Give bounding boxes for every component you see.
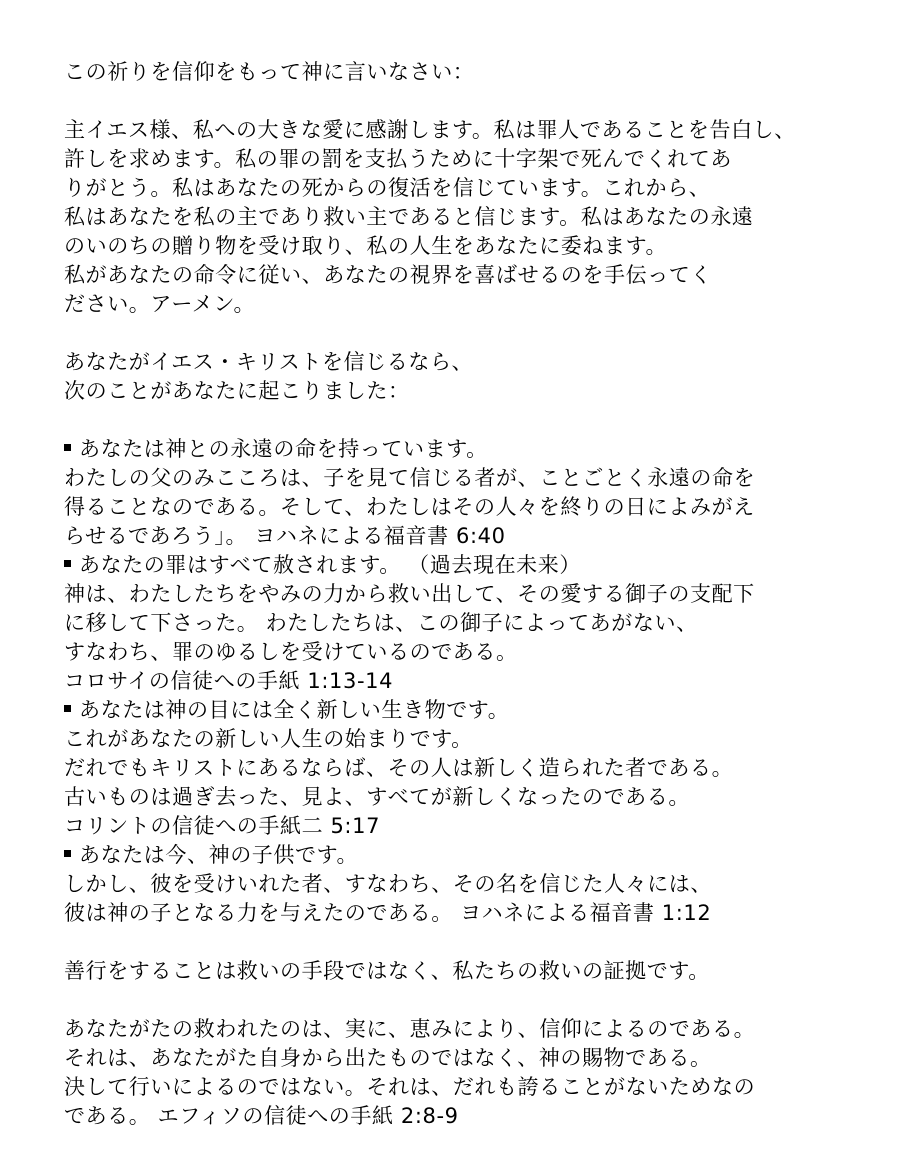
point-heading-text: あなたは神との永遠の命を持っています。 xyxy=(79,437,488,461)
point-block xyxy=(64,551,894,696)
scripture-line: 神は、わたしたちをやみの力から救い出して、その愛する御子の支配下 xyxy=(64,582,755,606)
scripture-reference: コリントの信徒への手紙二 5:17 xyxy=(64,814,381,838)
point-heading xyxy=(64,435,894,464)
bullet-icon xyxy=(64,560,71,567)
scripture-line: しかし、彼を受けいれた者、すなわち、その名を信じた人々には、 xyxy=(64,872,712,896)
point-heading-text: あなたの罪はすべて赦されます。 （過去現在未来） xyxy=(79,553,581,577)
scripture-line: 彼は神の子となる力を与えたのである。 ヨハネによる福音書 1:12 xyxy=(64,901,712,925)
spacer xyxy=(64,319,894,348)
prayer-line: りがとう。私はあなたの死からの復活を信じています。これから、 xyxy=(64,176,711,200)
scripture-reference: コロサイの信徒への手紙 1:13-14 xyxy=(64,669,394,693)
point-heading xyxy=(64,551,894,580)
spacer xyxy=(64,87,894,116)
bullet-icon xyxy=(64,444,71,451)
scripture-line: これがあなたの新しい人生の始まりです。 xyxy=(64,727,473,751)
closing-line: 決して行いによるのではない。それは、だれも誇ることがないためなの xyxy=(64,1075,756,1099)
bullet-icon xyxy=(64,705,71,712)
point-block xyxy=(64,841,894,928)
point-heading-text: あなたは神の目には全く新しい生き物です。 xyxy=(79,698,510,722)
prayer-line: 私があなたの命令に従い、あなたの視界を喜ばせるのを手伝ってく xyxy=(64,263,712,287)
scripture-line: 得ることなのである。そして、わたしはその人々を終りの日によみがえ xyxy=(64,495,755,519)
closing-line: である。 エフィソの信徒への手紙 2:8-9 xyxy=(64,1104,459,1128)
prayer-line: のいのちの贈り物を受け取り、私の人生をあなたに委ねます。 xyxy=(64,234,668,258)
prayer-line: 主イエス様、私への大きな愛に感謝します。私は罪人であることを告白し、 xyxy=(64,118,796,142)
point-heading xyxy=(64,696,894,725)
scripture-line: すなわち、罪のゆるしを受けているのである。 xyxy=(64,640,518,664)
closing-line: それは、あなたがた自身から出たものではなく、神の賜物である。 xyxy=(64,1046,712,1070)
point-block xyxy=(64,435,894,551)
prayer-line: ださい。アーメン。 xyxy=(64,292,256,316)
spacer xyxy=(64,928,894,957)
point-heading-text: あなたは今、神の子供です。 xyxy=(79,843,359,867)
scripture-line: に移して下さった。 わたしたちは、この御子によってあがない、 xyxy=(64,611,698,635)
scripture-line: らせるであろう」。 ヨハネによる福音書 6:40 xyxy=(64,524,506,548)
result-line: あなたがイエス・キリストを信じるなら、 xyxy=(64,350,474,374)
result-line: 次のことがあなたに起こりました： xyxy=(64,379,410,403)
closing-line: あなたがたの救われたのは、実に、恵みにより、信仰によるのである。 xyxy=(64,1017,756,1041)
closing-block xyxy=(64,1015,894,1131)
prayer-intro: この祈りを信仰をもって神に言いなさい： xyxy=(64,60,475,84)
prayer-line: 私はあなたを私の主であり救い主であると信じます。私はあなたの永遠 xyxy=(64,205,754,229)
works-statement: 善行をすることは救いの手段ではなく、私たちの救いの証拠です。 xyxy=(64,959,710,983)
spacer xyxy=(64,406,894,435)
prayer-line: 許しを求めます。私の罪の罰を支払うために十字架で死んでくれてあ xyxy=(64,147,732,171)
scripture-line: わたしの父のみこころは、子を見て信じる者が、ことごとく永遠の命を xyxy=(64,466,756,490)
point-heading xyxy=(64,841,894,870)
bullet-icon xyxy=(64,850,71,857)
result-block xyxy=(64,348,894,406)
prayer-block xyxy=(64,116,894,319)
scripture-line: だれでもキリストにあるならば、その人は新しく造られた者である。 xyxy=(64,756,734,780)
point-block xyxy=(64,696,894,841)
document-page xyxy=(64,58,894,1131)
spacer xyxy=(64,986,894,1015)
scripture-line: 古いものは過ぎ去った、見よ、すべてが新しくなったのである。 xyxy=(64,785,690,809)
